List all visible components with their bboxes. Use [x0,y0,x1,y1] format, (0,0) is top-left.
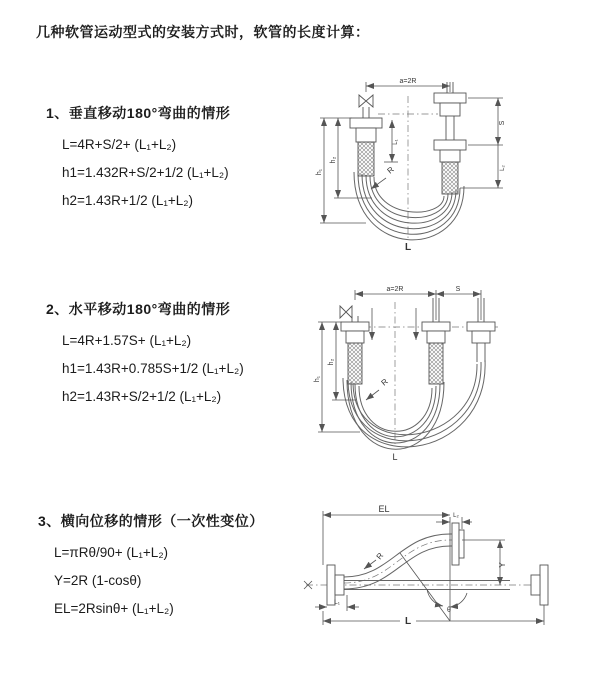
dim-label-L2: L₂ [453,513,459,519]
d1-labels [316,78,506,253]
section-1-formula-L: L=4R+S/2+ (L₁+L₂) [62,137,177,152]
angle-label: θ [447,607,451,614]
d2-left-fitting [340,306,369,384]
diagram-vertical-180-bend [306,68,526,260]
dim-label-Y: Y [498,562,507,568]
length-label: L [404,242,412,253]
d3-upper-right-flange [452,523,464,565]
d2-hose-arcs [343,360,485,449]
page-title: 几种软管运动型式的安装方式时，软管的长度计算： [36,24,370,40]
section-1-heading: 1、垂直移动180°弯曲的情形 [46,105,231,121]
d3-right-flange [531,565,548,605]
dim-label-a2R: a=2R [399,78,417,85]
radius-label: R [374,551,386,562]
dim-label-S: S [455,286,461,293]
d1-left-fitting [350,95,382,176]
section-vertical-movement [46,103,346,215]
length-label: L [392,452,398,462]
section-2-formula-L: L=4R+1.57S+ (L₁+L₂) [62,333,192,348]
section-2-formula-h1: h1=1.43R+0.785S+1/2 (L₁+L₂) [62,361,244,376]
length-label: L [404,616,412,627]
radius-label: R [385,164,396,176]
section-2-heading: 2、水平移动180°弯曲的情形 [46,301,231,317]
braid-section [429,343,443,384]
section-3-heading: 3、横向位移的情形（一次性变位） [38,513,264,529]
dim-label-L2: L₂ [500,165,506,171]
section-3-formula-Y: Y=2R (1-cosθ) [54,573,142,588]
dim-label-h1: h₁ [314,375,321,383]
dim-label-L1: L₁ [334,599,340,606]
section-horizontal-movement [46,299,346,411]
braid-section [358,142,374,176]
section-1-formula-h2: h2=1.43R+1/2 (L₁+L₂) [62,193,194,208]
d3-labels [334,504,507,627]
dim-label-S: S [499,120,506,126]
radius-label: R [379,376,390,388]
d1-dimension-lines [320,82,503,223]
section-3-formula-L: L=πRθ/90+ (L₁+L₂) [54,545,169,560]
section-3-formula-EL: EL=2Rsinθ+ (L₁+L₂) [54,601,174,616]
d2-dimension-lines [318,290,481,432]
braid-section [442,162,458,194]
dim-label-EL: EL [378,504,390,514]
diagram-horizontal-180-bend [312,282,540,470]
dim-label-h1: h₁ [316,168,323,176]
valve-icon [359,95,373,107]
section-2-formula-h2: h2=1.43R+S/2+1/2 (L₁+L₂) [62,389,222,404]
dim-label-h2: h₂ [330,156,337,164]
dim-label-L1: L₁ [393,139,399,145]
section-lateral-displacement [38,511,338,623]
dim-label-a2R: a=2R [386,286,404,293]
dim-label-h2: h₂ [328,358,335,366]
section-1-formula-h1: h1=1.432R+S/2+1/2 (L₁+L₂) [62,165,229,180]
valve-icon [340,306,352,318]
diagram-lateral-displacement [300,503,558,648]
d3-dimension-lines [315,511,544,625]
braid-section [348,343,362,384]
d1-right-fitting [434,82,466,194]
d3-hose [344,534,510,590]
